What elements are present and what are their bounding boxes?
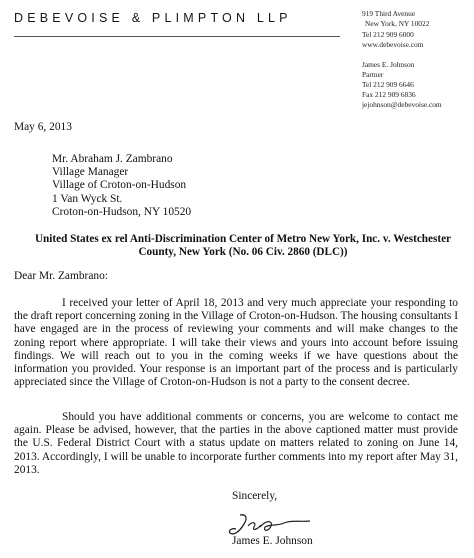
salutation: Dear Mr. Zambrano: xyxy=(14,270,108,282)
recipient-street: 1 Van Wyck St. xyxy=(52,192,123,205)
recipient-city: Croton-on-Hudson, NY 10520 xyxy=(52,205,192,218)
sender-name: James E. Johnson xyxy=(362,60,415,69)
body-paragraph: Should you have additional comments or concerns, you are welcome to contact me again. Please be advised, however, that the parties in the above captioned matter must provide the U.S. Federal District Court with a status update on matters related to zoning on June 14, 2013. Accordingly, I will be unable to incorporate further comments into my report after May 31, 2013. xyxy=(14,411,458,476)
body-paragraph: I received your letter of April 18, 2013 and very much appreciate your responding to the draft report concerning zoning in the Village of Croton-on-Hudson. The housing consultants I have engaged are in the process of reviewing your comments and will make changes to the zoning report where appropriate. I will take their views and yours into account before issuing findings. We will reach out to you in the coming weeks if we have questions about the information you provided. Your response is an important part of the process and is particularly appreciated since the Village of Croton-on-Hudson is not a party to the consent decree. xyxy=(14,297,458,389)
sender-title: Partner xyxy=(362,70,384,79)
closing: Sincerely, xyxy=(232,490,278,502)
signer-name: James E. Johnson xyxy=(232,535,313,547)
recipient-title: Village Manager xyxy=(52,166,129,179)
sender-fax: Fax 212 909 6836 xyxy=(362,90,416,99)
firm-name: DEBEVOISE & PLIMPTON LLP xyxy=(14,11,292,25)
sender-email: jejohnson@debevoise.com xyxy=(362,100,442,109)
address-street: 919 Third Avenue xyxy=(362,9,416,18)
recipient-block xyxy=(52,153,191,219)
address-website: www.debevoise.com xyxy=(362,39,424,49)
letter-date: May 6, 2013 xyxy=(14,121,72,133)
firm-address xyxy=(362,9,429,50)
sender-tel: Tel 212 909 6646 xyxy=(362,80,414,89)
recipient-name: Mr. Abraham J. Zambrano xyxy=(52,153,173,165)
sender-block xyxy=(362,60,442,110)
address-city: New York, NY 10022 xyxy=(365,19,430,29)
address-tel: Tel 212 909 6000 xyxy=(362,29,414,39)
letterhead-rule xyxy=(14,36,340,37)
re-line: United States ex rel Anti-Discrimination Center of Metro New York, Inc. v. Westchester County, New York (No. 06 Civ. 2860 (DLC)) xyxy=(34,233,452,258)
recipient-org: Village of Croton-on-Hudson xyxy=(52,179,187,192)
